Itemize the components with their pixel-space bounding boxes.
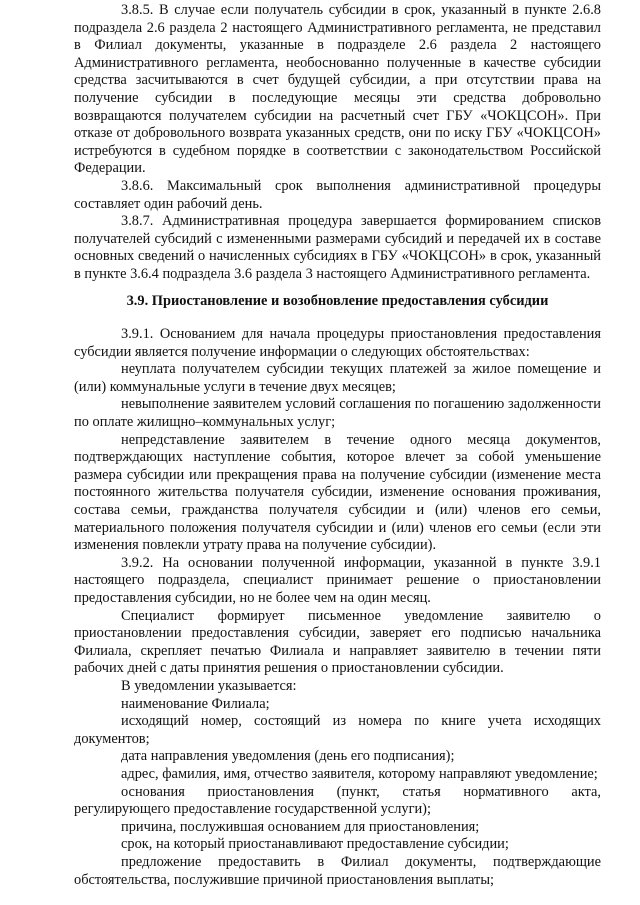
list-item-send-date: дата направления уведомления (день его подписания); [121,748,455,765]
list-item-grounds: основания приостановления (пункт, статья нормативного акта, регулирующего предоставление государственной услуги); [74,783,601,818]
list-item-branch-name: наименование Филиала; [121,695,270,712]
list-item-recipient: адрес, фамилия, имя, отчество заявителя, которому направляют уведомление; [121,765,598,782]
paragraph-3-8-5: 3.8.5. В случае если получатель субсидии в срок, указанный в пункте 2.6.8 подраздела 2.6 раздела 2 настоящего Административного регламента, не представил в Филиал документы, указанные в подразделе 2.6 раздела 2 настоящего Административного регламента, необоснованно полученные в качестве субсидии средства засчитываются в счет будущей субсидии, а при отсутствии права на получение субсидии в последующие месяцы эти средства добровольно возвращаются получателем субсидии на расчетный счет ГБУ «ЧОКЦСОН». При отказе от добровольного возврата указанных средств, они по иску ГБУ «ЧОКЦСОН» истребуются в судебном порядке в соответствии с законодательством Российской Федерации. [74,2,601,177]
list-item-term: срок, на который приостанавливают предоставление субсидии; [121,836,509,853]
list-item-agreement-breach: невыполнение заявителем условий соглашения по погашению задолженности по оплате жилищно–коммунальных услуг; [74,396,601,431]
paragraph-notification-contents: В уведомлении указывается: [121,677,297,694]
section-heading-3-9: 3.9. Приостановление и возобновление предоставления субсидии [126,292,549,309]
paragraph-3-9-2: 3.9.2. На основании полученной информации, указанной в пункте 3.9.1 настоящего подраздела, специалист принимает решение о приостановлении предоставления субсидии, но не более чем на один месяц. [74,554,601,606]
list-item-proposal: предложение предоставить в Филиал документы, подтверждающие обстоятельства, послужившие причиной приостановления выплаты; [74,853,601,888]
paragraph-3-8-7: 3.8.7. Административная процедура завершается формированием списков получателей субсидий с измененными размерами субсидий и передачей их в составе основных сведений о начисленных субсидиях в ГБУ «ЧОКЦСОН» в срок, указанный в пункте 3.6.4 подраздела 3.6 раздела 3 настоящего Административного регламента. [74,213,601,282]
list-item-outgoing-number: исходящий номер, состоящий из номера по книге учета исходящих документов; [74,713,601,747]
list-item-documents-missing: непредставление заявителем в течение одного месяца документов, подтверждающих наступление события, которое влечет за собой уменьшение размера субсидии или прекращения права на получение субсидии (изменение места постоянного жительства получателя субсидии, изменение основания проживания, состава семьи, гражданства получателя субсидии и (или) членов его семьи, материального положения получателя субсидии и (или) членов его семьи (если эти изменения повлекли утрату права на получение субсидии). [74,431,601,554]
document-page [74,2,601,889]
paragraph-notification: Специалист формирует письменное уведомление заявителю о приостановлении предоставления субсидии, заверяет его подписью начальника Филиала, скрепляет печатью Филиала и направляет заявителю в течении пяти рабочих дней с даты принятия решения о приостановлении субсидии. [74,607,601,677]
paragraph-3-8-6: 3.8.6. Максимальный срок выполнения административной процедуры составляет один рабочий день. [74,177,601,212]
list-item-reason: причина, послужившая основанием для приостановления; [121,818,480,835]
paragraph-3-9-1: 3.9.1. Основанием для начала процедуры приостановления предоставления субсидии является получение информации о следующих обстоятельствах: [74,326,601,360]
list-item-nonpayment: неуплата получателем субсидии текущих платежей за жилое помещение и (или) коммунальные услуги в течение двух месяцев; [74,361,601,395]
